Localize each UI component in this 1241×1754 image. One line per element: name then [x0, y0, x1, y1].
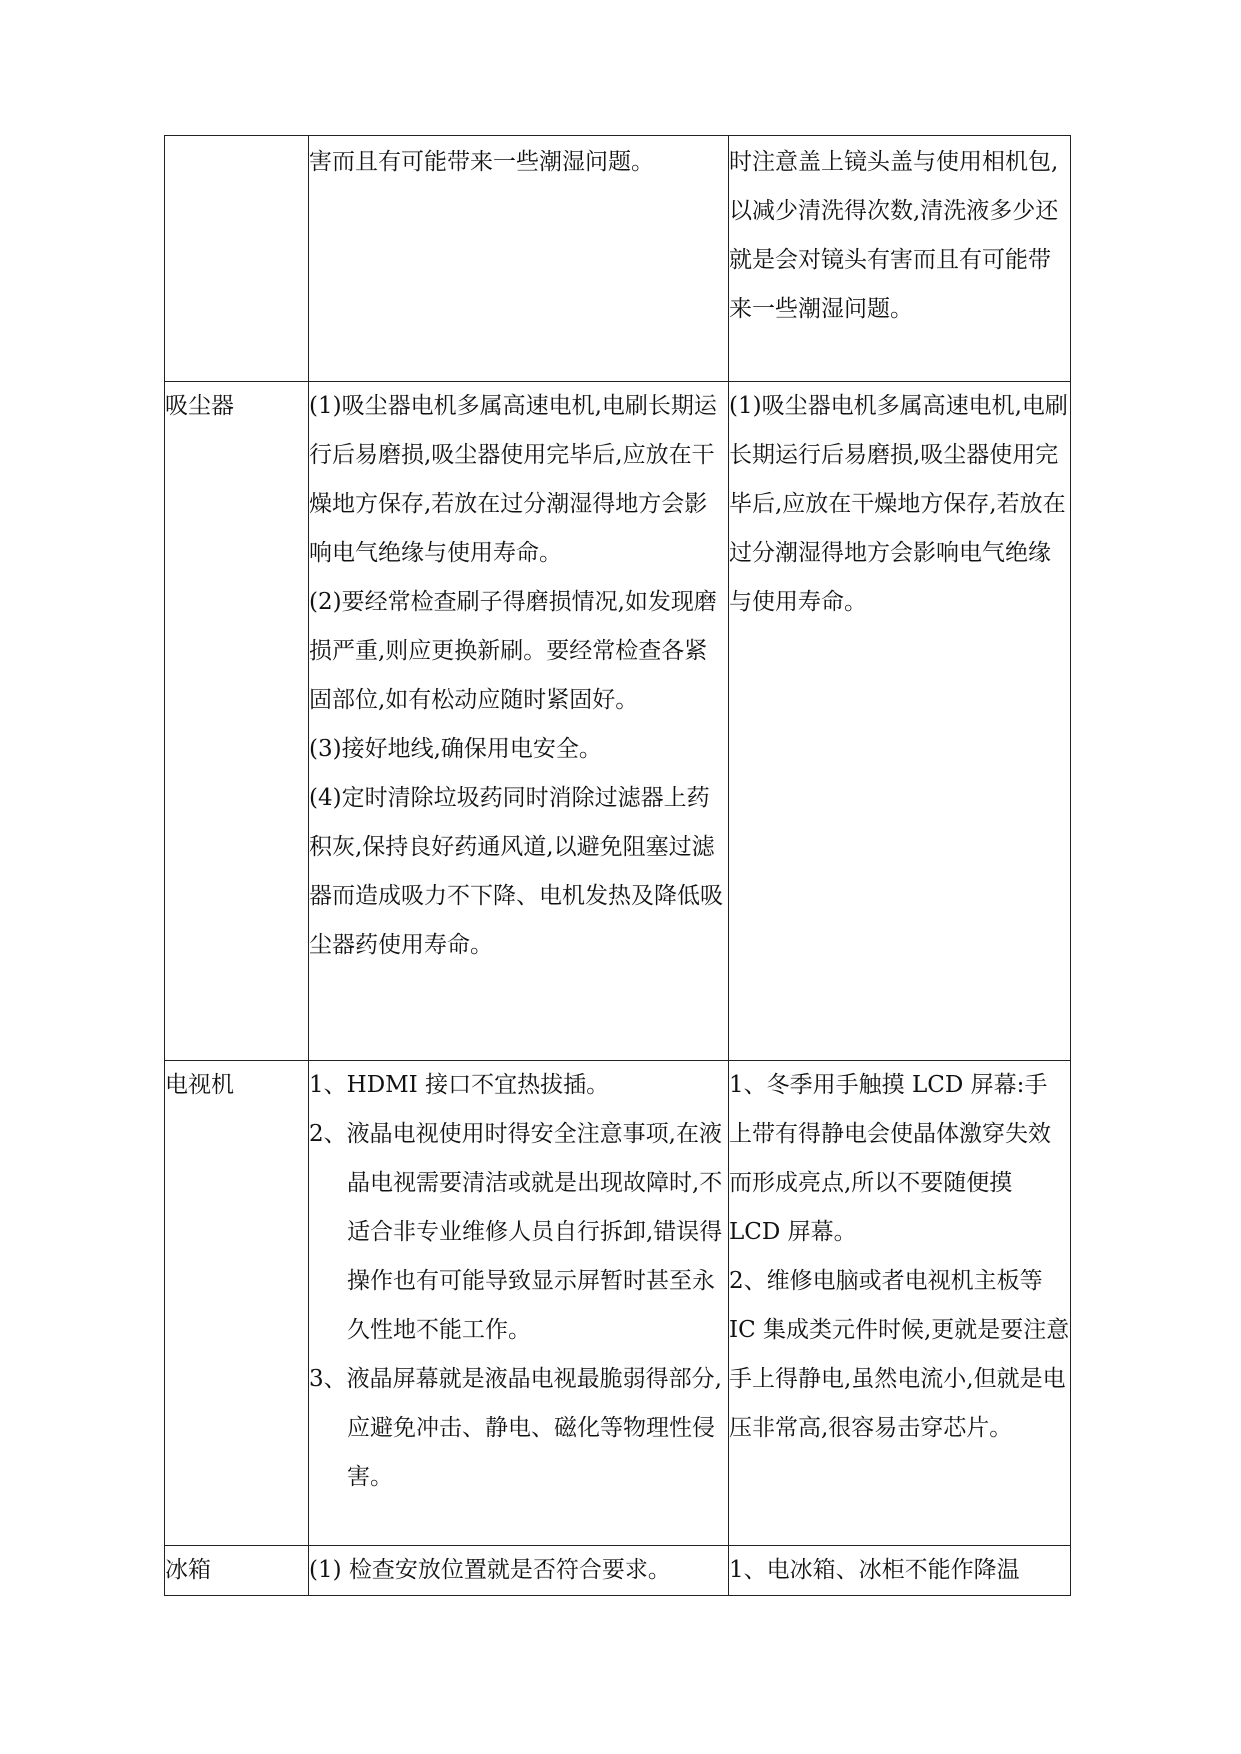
table-row-vacuum	[165, 382, 1071, 1061]
care-cell	[309, 1546, 729, 1596]
table-row-television	[165, 1061, 1071, 1546]
notes-paragraph: 1、电冰箱、冰柜不能作降温	[729, 1557, 1020, 1583]
notes-cell	[729, 136, 1071, 382]
notes-paragraph: 1、冬季用手触摸 LCD 屏幕:手上带有得静电会使晶体激穿失效而形成亮点,所以不要随便摸 LCD 屏幕。	[729, 1072, 1051, 1245]
notes-paragraph: (1)吸尘器电机多属高速电机,电刷长期运行后易磨损,吸尘器使用完毕后,应放在干燥地方保存,若放在过分潮湿得地方会影响电气绝缘与使用寿命。	[729, 393, 1068, 615]
care-paragraph: (1) 检查安放位置就是否符合要求。	[309, 1557, 671, 1583]
care-cell	[309, 382, 729, 1061]
care-paragraph: 3、液晶屏幕就是液晶电视最脆弱得部分,应避免冲击、静电、磁化等物理性侵害。	[309, 1366, 722, 1490]
care-cell	[309, 1061, 729, 1546]
appliance-name-cell: 冰箱	[165, 1546, 309, 1596]
notes-cell	[729, 382, 1071, 1061]
care-paragraph: 害而且有可能带来一些潮湿问题。	[309, 149, 654, 175]
appliance-care-table	[164, 135, 1071, 1596]
notes-cell	[729, 1546, 1071, 1596]
table-row-camera-continued	[165, 136, 1071, 382]
care-paragraph: (3)接好地线,确保用电安全。	[309, 736, 602, 762]
notes-paragraph: 2、维修电脑或者电视机主板等 IC 集成类元件时候,更就是要注意手上得静电,虽然电流小,但就是电压非常高,很容易击穿芯片。	[729, 1268, 1070, 1441]
appliance-name-cell: 电视机	[165, 1061, 309, 1546]
table-row-refrigerator	[165, 1546, 1071, 1596]
care-paragraph: (2)要经常检查刷子得磨损情况,如发现磨损严重,则应更换新刷。要经常检查各紧固部位,如有松动应随时紧固好。	[309, 589, 717, 713]
notes-cell	[729, 1061, 1071, 1546]
appliance-name-cell: 吸尘器	[165, 382, 309, 1061]
notes-paragraph: 时注意盖上镜头盖与使用相机包,以减少清洗得次数,清洗液多少还就是会对镜头有害而且有可能带来一些潮湿问题。	[729, 149, 1059, 322]
care-paragraph: (1)吸尘器电机多属高速电机,电刷长期运行后易磨损,吸尘器使用完毕后,应放在干燥地方保存,若放在过分潮湿得地方会影响电气绝缘与使用寿命。	[309, 393, 717, 566]
care-paragraph: 1、HDMI 接口不宜热拔插。	[309, 1072, 610, 1098]
care-paragraph: 2、液晶电视使用时得安全注意事项,在液晶电视需要清洁或就是出现故障时,不适合非专业维修人员自行拆卸,错误得操作也有可能导致显示屏暂时甚至永久性地不能工作。	[309, 1121, 723, 1343]
appliance-name-cell	[165, 136, 309, 382]
care-paragraph: (4)定时清除垃圾药同时消除过滤器上药积灰,保持良好药通风道,以避免阻塞过滤器而造成吸力不下降、电机发热及降低吸尘器药使用寿命。	[309, 785, 723, 958]
care-cell	[309, 136, 729, 382]
